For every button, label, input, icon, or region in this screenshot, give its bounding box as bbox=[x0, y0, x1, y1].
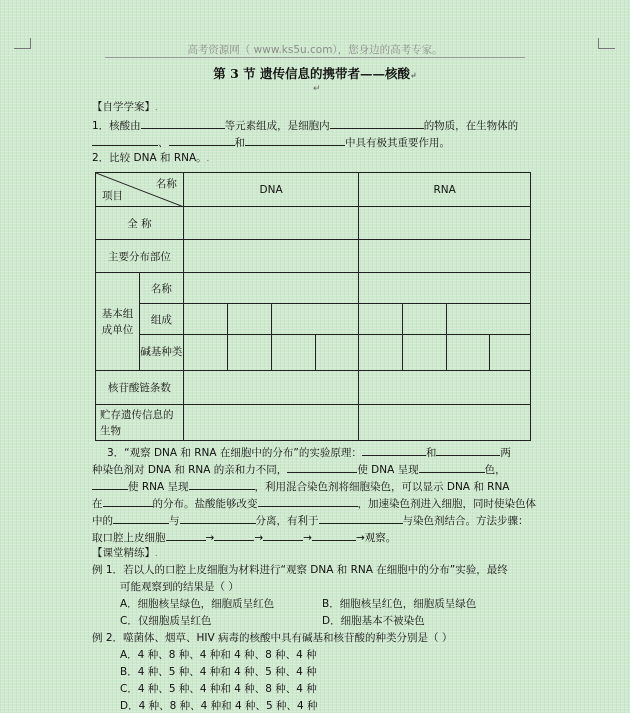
cell-blank bbox=[227, 335, 271, 371]
cell-blank bbox=[359, 371, 531, 405]
cell-blank bbox=[403, 304, 447, 335]
cell-blank bbox=[359, 304, 403, 335]
cell-blank bbox=[359, 405, 531, 441]
example-2-option-d: D．4 种、8 种、4 种和 4 种、5 种、4 种 bbox=[120, 700, 318, 712]
cell-blank bbox=[183, 240, 359, 273]
cell-blank bbox=[447, 304, 531, 335]
row-organism: 贮存遗传信息的生物 bbox=[96, 405, 184, 441]
cell-blank bbox=[183, 207, 359, 240]
question-2: 2．比较 DNA 和 RNA。. bbox=[92, 152, 210, 164]
table-header-corner bbox=[96, 173, 184, 207]
row-basic-unit: 基本组成单位 bbox=[96, 273, 140, 371]
example-1-option-a: A．细胞核呈绿色，细胞质呈红色 bbox=[120, 598, 275, 610]
column-header-rna: RNA bbox=[359, 173, 531, 207]
question-3-line4: 在 的分布。盐酸能够改变 ，加速染色剂进入细胞，同时使染色体 bbox=[92, 495, 536, 511]
question-3-line1: 3．“观察 DNA 和 RNA 在细胞中的分布”的实验原理： 和 两 bbox=[107, 444, 511, 460]
row-fullname: 全 称 bbox=[96, 207, 184, 240]
example-2-stem: 例 2．噬菌体、烟草、HIV 病毒的核酸中具有碱基和核苷酸的种类分别是（ ） bbox=[92, 632, 453, 644]
cell-blank bbox=[359, 273, 531, 304]
cell-blank bbox=[359, 207, 531, 240]
question-3-line2: 种染色剂对 DNA 和 RNA 的亲和力不同， 使 DNA 呈现 色， bbox=[92, 461, 506, 477]
cell-blank bbox=[271, 304, 359, 335]
cell-blank bbox=[359, 240, 531, 273]
question-1-line2: 、 和 中具有极其重要作用。 bbox=[92, 134, 450, 150]
cell-blank bbox=[359, 335, 403, 371]
dna-rna-comparison-table bbox=[95, 172, 531, 441]
row-unit-name: 名称 bbox=[139, 273, 183, 304]
example-2-option-b: B．4 种、5 种、4 种和 4 种、5 种、4 种 bbox=[120, 666, 317, 678]
row-base-types: 碱基种类 bbox=[139, 335, 183, 371]
header-name-label: 名称 bbox=[155, 178, 177, 190]
example-2-option-c: C．4 种、5 种、4 种和 4 种、8 种、4 种 bbox=[120, 683, 317, 695]
example-1-option-d: D．细胞基本不被染色 bbox=[322, 615, 425, 627]
question-3-line6: 取口腔上皮细胞 → → → →观察。 bbox=[92, 529, 396, 545]
section-heading-study: 【自学学案】. bbox=[92, 101, 158, 113]
row-chain-count: 核苷酸链条数 bbox=[96, 371, 184, 405]
paragraph-mark: ↵ bbox=[313, 84, 321, 94]
section-heading-practice: 【课堂精练】. bbox=[92, 547, 158, 559]
title-text: 第 3 节 遗传信息的携带者——核酸 bbox=[213, 66, 411, 81]
cell-blank bbox=[183, 273, 359, 304]
row-unit-composition: 组成 bbox=[139, 304, 183, 335]
page-title bbox=[0, 64, 630, 82]
cell-blank bbox=[183, 335, 227, 371]
header-text: 高考资源网（ www.ks5u.com），您身边的高考专家。 bbox=[187, 44, 443, 56]
cell-blank bbox=[183, 371, 359, 405]
header-rule bbox=[105, 57, 525, 58]
example-2-option-a: A．4 种、8 种、4 种和 4 种、8 种、4 种 bbox=[120, 649, 317, 661]
question-3-line5: 中的 与 分离，有利于 与染色剂结合。方法步骤： bbox=[92, 512, 529, 528]
cell-blank bbox=[183, 304, 227, 335]
row-distribution: 主要分布部位 bbox=[96, 240, 184, 273]
cell-blank bbox=[490, 335, 531, 371]
example-1-option-b: B．细胞核呈红色，细胞质呈绿色 bbox=[322, 598, 477, 610]
page-header bbox=[0, 42, 630, 57]
question-1-line1: 1．核酸由 等元素组成，是细胞内 的物质，在生物体的 bbox=[92, 117, 518, 133]
cell-blank bbox=[227, 304, 271, 335]
paragraph-mark: ↵ bbox=[410, 70, 417, 80]
cell-blank bbox=[183, 405, 359, 441]
cell-blank bbox=[403, 335, 447, 371]
question-3-line3: 使 RNA 呈现 ，利用混合染色剂将细胞染色，可以显示 DNA 和 RNA bbox=[92, 478, 509, 494]
cell-blank bbox=[271, 335, 315, 371]
cell-blank bbox=[315, 335, 359, 371]
header-item-label: 项目 bbox=[102, 190, 123, 202]
cell-blank bbox=[447, 335, 490, 371]
example-1-stem-cont: 可能观察到的结果是（ ） bbox=[120, 581, 239, 593]
example-1-option-c: C．仅细胞质呈红色 bbox=[120, 615, 212, 627]
example-1-stem: 例 1．若以人的口腔上皮细胞为材料进行“观察 DNA 和 RNA 在细胞中的分布”实验，最终 bbox=[92, 564, 508, 576]
column-header-dna: DNA bbox=[183, 173, 359, 207]
